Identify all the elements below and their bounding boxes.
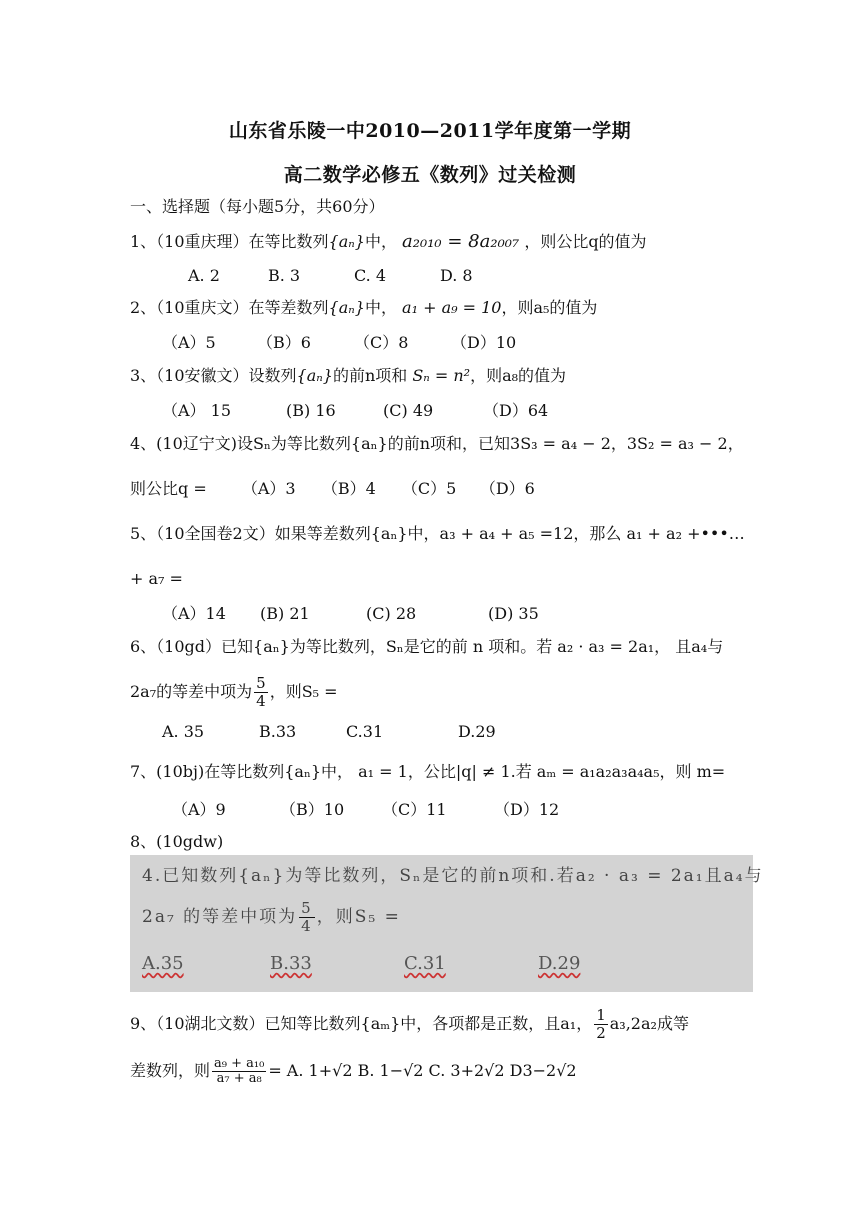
document-title: 山东省乐陵一中2010—2011学年度第一学期 bbox=[228, 120, 632, 142]
question-6-line-1: 6、（10gd）已知{aₙ}为等比数列，Sₙ是它的前 n 项和。若 a₂ · a₃ = 2a₁， 且a₄与 bbox=[130, 637, 724, 656]
q2-options bbox=[162, 332, 516, 354]
q1-seq: {aₙ} bbox=[328, 232, 365, 251]
q1-suffix: ，则公比q的值为 bbox=[524, 232, 647, 251]
q5-option-a: （A）14 bbox=[162, 604, 226, 623]
q3-options bbox=[162, 400, 548, 422]
q1-option-c: C. 4 bbox=[354, 266, 387, 285]
q2-option-d: （D）10 bbox=[451, 333, 517, 352]
q8-scan-option-b: B.33 bbox=[270, 953, 312, 974]
q5-options bbox=[162, 603, 539, 625]
q2-prefix: 2、（10重庆文）在等差数列 bbox=[130, 298, 329, 317]
q5-option-c: (C) 28 bbox=[366, 604, 417, 623]
question-1 bbox=[130, 231, 647, 253]
q1-mid: 中， bbox=[364, 232, 397, 251]
section-heading: 一、选择题（每小题5分，共60分） bbox=[130, 197, 385, 216]
q3-prefix: 3、（10安徽文）设数列 bbox=[130, 366, 297, 385]
q9-ratio-den: a₇ + a₈ bbox=[216, 1071, 262, 1086]
q9-line2-prefix: 差数列，则 bbox=[130, 1061, 211, 1080]
q7-options bbox=[172, 799, 559, 821]
question-3 bbox=[130, 365, 566, 387]
q4-option-b: （B）4 bbox=[321, 479, 376, 498]
q8-scan-line2-suffix: ，则S₅ = bbox=[316, 907, 401, 927]
q6-option-b: B.33 bbox=[259, 722, 297, 741]
q9-frac-num: 1 bbox=[596, 1006, 606, 1024]
q6-frac-num: 5 bbox=[256, 674, 266, 692]
question-9-line-1 bbox=[130, 1004, 689, 1044]
q3-option-a: （A） 15 bbox=[162, 401, 232, 420]
q6-options bbox=[162, 721, 496, 743]
q3-seq: {aₙ} bbox=[296, 366, 333, 385]
q3-mid: 的前n项和 bbox=[332, 366, 408, 385]
q7-option-b: （B）10 bbox=[280, 800, 345, 819]
q3-suffix: ，则a₈的值为 bbox=[470, 366, 567, 385]
q8-scan-option-d: D.29 bbox=[538, 953, 581, 974]
q8-scan-frac-num: 5 bbox=[301, 899, 313, 917]
q2-seq: {aₙ} bbox=[328, 298, 365, 317]
q6-option-c: C.31 bbox=[346, 722, 384, 741]
q3-expr: Sₙ = n² bbox=[412, 366, 471, 385]
q8-scan-option-c: C.31 bbox=[404, 953, 446, 974]
q9-line2-suffix: = A. 1+√2 B. 1−√2 C. 3+2√2 D3−2√2 bbox=[268, 1061, 577, 1080]
q4-option-a: （A）3 bbox=[241, 479, 296, 498]
question-6-line-2 bbox=[130, 672, 338, 712]
q6-option-d: D.29 bbox=[458, 722, 496, 741]
q4-option-c: （C）5 bbox=[401, 479, 457, 498]
question-4-line-1: 4、(10辽宁文)设Sₙ为等比数列{aₙ}的前n项和，已知3S₃ = a₄ − 2，3S₂ = a₃ − 2， bbox=[130, 434, 744, 453]
q6-option-a: A. 35 bbox=[162, 722, 205, 741]
q5-option-d: (D) 35 bbox=[488, 604, 539, 623]
question-8-label: 8、(10gdw) bbox=[130, 832, 224, 851]
question-9-line-2 bbox=[130, 1051, 577, 1091]
q1-prefix: 1、（10重庆理）在等比数列 bbox=[130, 232, 329, 251]
q2-option-c: （C）8 bbox=[354, 333, 409, 352]
q9-ratio-num: a₉ + a₁₀ bbox=[214, 1056, 265, 1071]
q9-fraction-half bbox=[594, 1007, 608, 1042]
q3-option-b: (B) 16 bbox=[286, 401, 336, 420]
q8-scan-line-2 bbox=[142, 897, 401, 937]
q2-mid: 中， bbox=[364, 298, 397, 317]
q3-option-d: （D）64 bbox=[483, 401, 549, 420]
q2-option-b: （B）6 bbox=[257, 333, 311, 352]
q9-line1-prefix: 9、（10湖北文数）已知等比数列{aₘ}中，各项都是正数，且a₁， bbox=[130, 1014, 593, 1033]
q8-scanned-image bbox=[130, 855, 764, 992]
q9-frac-den: 2 bbox=[596, 1024, 606, 1042]
q4-option-d: （D）6 bbox=[479, 479, 535, 498]
q7-option-d: （D）12 bbox=[494, 800, 560, 819]
question-5-line-1: 5、（10全国卷2文）如果等差数列{aₙ}中，a₃ + a₄ + a₅ =12，那么 a₁ + a₂ +•••… bbox=[130, 524, 745, 543]
q8-scan-option-a: A.35 bbox=[142, 953, 184, 974]
q8-scan-line2-prefix: 2a₇ 的等差中项为 bbox=[142, 907, 298, 927]
q2-option-a: （A）5 bbox=[162, 333, 216, 352]
q8-scan-line-1: 4.已知数列{aₙ}为等比数列，Sₙ是它的前n项和.若a₂ · a₃ = 2a₁且a₄与 bbox=[142, 866, 764, 886]
q6-frac-den: 4 bbox=[256, 692, 266, 710]
q2-expr: a₁ + a₉ = 10 bbox=[402, 298, 502, 317]
question-7: 7、(10bj)在等比数列{aₙ}中， a₁ = 1，公比|q| ≠ 1.若 aₘ = a₁a₂a₃a₄a₅，则 m= bbox=[130, 762, 726, 781]
q1-options bbox=[188, 265, 473, 287]
q6-line2-suffix: ，则S₅ = bbox=[269, 682, 338, 701]
q4-line2-prefix: 则公比q = bbox=[130, 479, 207, 498]
q7-option-a: （A）9 bbox=[172, 800, 226, 819]
document-subtitle: 高二数学必修五《数列》过关检测 bbox=[283, 164, 577, 186]
q8-scan-frac-den: 4 bbox=[301, 917, 313, 935]
q7-option-c: （C）11 bbox=[382, 800, 447, 819]
q1-option-d: D. 8 bbox=[440, 266, 473, 285]
q1-option-a: A. 2 bbox=[188, 266, 220, 285]
q6-line2-prefix: 2a₇的等差中项为 bbox=[130, 682, 253, 701]
question-2 bbox=[130, 297, 597, 319]
question-5-line-2: + a₇ = bbox=[130, 569, 183, 588]
q2-suffix: ，则a₅的值为 bbox=[501, 298, 598, 317]
q6-fraction bbox=[254, 675, 268, 710]
question-4-line-2 bbox=[130, 478, 535, 500]
q8-scan-fraction bbox=[299, 900, 315, 935]
q3-option-c: (C) 49 bbox=[383, 401, 434, 420]
q5-option-b: (B) 21 bbox=[260, 604, 310, 623]
q1-expr: a₂₀₁₀ = 8a₂₀₀₇ bbox=[402, 231, 520, 252]
q1-option-b: B. 3 bbox=[268, 266, 301, 285]
q9-ratio-fraction bbox=[212, 1057, 266, 1086]
q9-line1-suffix: a₃,2a₂成等 bbox=[609, 1014, 689, 1033]
